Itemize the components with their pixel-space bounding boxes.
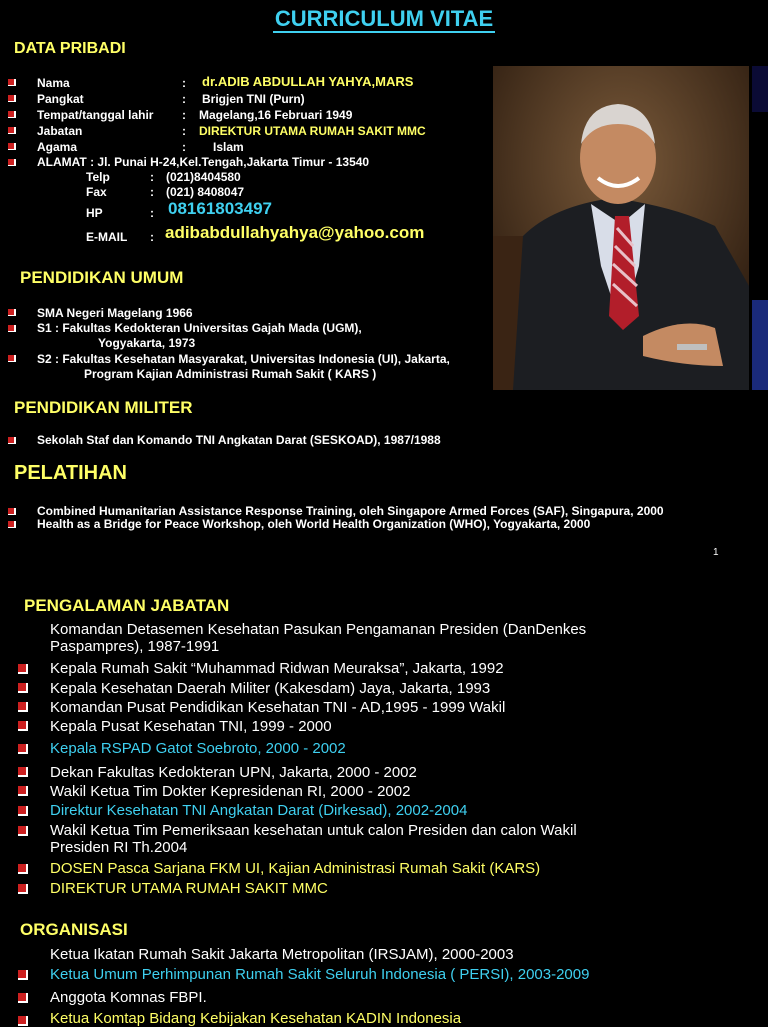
separator: : [182, 108, 186, 122]
position-item: DOSEN Pasca Sarjana FKM UI, Kajian Administrasi Rumah Sakit (KARS) [50, 860, 541, 877]
bullet-icon [8, 521, 16, 528]
bullet-icon [18, 683, 28, 693]
position-item: Kepala Pusat Kesehatan TNI, 1999 - 2000 [50, 718, 332, 735]
position-intro-line1: Komandan Detasemen Kesehatan Pasukan Pengamanan Presiden (DanDenkes [50, 621, 587, 638]
separator: : [182, 140, 186, 154]
position-intro-line2: Paspampres), 1987-1991 [50, 638, 220, 655]
section-organisasi: ORGANISASI [20, 920, 128, 939]
separator: : [182, 124, 186, 138]
decor-band [752, 300, 768, 390]
position-item: Direktur Kesehatan TNI Angkatan Darat (Dirkesad), 2002-2004 [50, 802, 468, 819]
value-telp: (021)8404580 [166, 170, 241, 184]
section-pendidikan-militer: PENDIDIKAN MILITER [14, 398, 193, 417]
value-agama: Islam [213, 140, 244, 154]
training-item: Health as a Bridge for Peace Workshop, oleh World Health Organization (WHO), Yogyakarta, 2000 [37, 517, 591, 531]
bullet-icon [18, 767, 28, 777]
bullet-icon [8, 143, 16, 150]
separator: : [150, 170, 154, 184]
label-fax: Fax [86, 185, 107, 199]
separator: : [150, 230, 154, 244]
education-item-line2: Yogyakarta, 1973 [98, 336, 196, 350]
separator: : [182, 92, 186, 106]
bullet-icon [18, 744, 28, 754]
value-email: adibabdullahyahya@yahoo.com [165, 223, 425, 242]
profile-photo [493, 66, 749, 390]
position-item: Wakil Ketua Tim Pemeriksaan kesehatan untuk calon Presiden dan calon Wakil [50, 822, 577, 839]
label-agama: Agama [37, 140, 78, 154]
page-number: 1 [713, 547, 719, 558]
education-item: S2 : Fakultas Kesehatan Masyarakat, Universitas Indonesia (UI), Jakarta, [37, 352, 450, 366]
page-title: CURRICULUM VITAE [274, 6, 494, 31]
label-telp: Telp [86, 170, 110, 184]
bullet-icon [8, 325, 16, 332]
bullet-icon [8, 79, 16, 86]
education-item: SMA Negeri Magelang 1966 [37, 306, 193, 320]
label-email: E-MAIL [86, 230, 128, 244]
value-ttl: Magelang,16 Februari 1949 [199, 108, 353, 122]
bullet-icon [8, 127, 16, 134]
bullet-icon [18, 884, 28, 894]
value-nama: dr.ADIB ABDULLAH YAHYA,MARS [202, 74, 414, 89]
bullet-icon [8, 95, 16, 102]
bullet-icon [18, 864, 28, 874]
section-pelatihan: PELATIHAN [14, 462, 127, 484]
org-item: Ketua Komtap Bidang Kebijakan Kesehatan KADIN Indonesia [50, 1010, 462, 1027]
bullet-icon [8, 437, 16, 444]
bullet-icon [18, 702, 28, 712]
position-item: Kepala Kesehatan Daerah Militer (Kakesdam) Jaya, Jakarta, 1993 [50, 680, 491, 697]
bullet-icon [8, 309, 16, 316]
bullet-icon [18, 826, 28, 836]
bullet-icon [18, 970, 28, 980]
label-nama: Nama [37, 76, 70, 90]
value-fax: (021) 8408047 [166, 185, 245, 199]
position-item: Kepala RSPAD Gatot Soebroto, 2000 - 2002 [50, 740, 346, 757]
portrait-illustration [493, 66, 749, 390]
section-pengalaman-jabatan: PENGALAMAN JABATAN [24, 596, 230, 615]
section-data-pribadi: DATA PRIBADI [14, 40, 126, 57]
position-item-line2: Presiden RI Th.2004 [50, 839, 188, 856]
position-item: Dekan Fakultas Kedokteran UPN, Jakarta, 2000 - 2002 [50, 764, 417, 781]
bullet-icon [18, 786, 28, 796]
position-item: Kepala Rumah Sakit “Muhammad Ridwan Meuraksa”, Jakarta, 1992 [50, 660, 504, 677]
bullet-icon [18, 664, 28, 674]
military-item: Sekolah Staf dan Komando TNI Angkatan Darat (SESKOAD), 1987/1988 [37, 433, 441, 447]
bullet-icon [8, 508, 16, 515]
bullet-icon [18, 721, 28, 731]
education-item: S1 : Fakultas Kedokteran Universitas Gajah Mada (UGM), [37, 321, 362, 335]
label-hp: HP [86, 206, 103, 220]
training-item: Combined Humanitarian Assistance Response Training, oleh Singapore Armed Forces (SAF), Singapura, 2000 [37, 504, 664, 518]
bullet-icon [8, 355, 16, 362]
value-jabatan: DIREKTUR UTAMA RUMAH SAKIT MMC [199, 124, 426, 138]
separator: : [150, 206, 154, 220]
decor-band [752, 66, 768, 112]
position-item: Wakil Ketua Tim Dokter Kepresidenan RI, 2000 - 2002 [50, 783, 411, 800]
bullet-icon [18, 1016, 28, 1026]
separator: : [182, 76, 186, 90]
org-item: Anggota Komnas FBPI. [50, 989, 207, 1006]
value-hp: 08161803497 [168, 199, 273, 218]
bullet-icon [8, 159, 16, 166]
label-jabatan: Jabatan [37, 124, 83, 138]
position-item: DIREKTUR UTAMA RUMAH SAKIT MMC [50, 880, 328, 897]
alamat: ALAMAT : Jl. Punai H-24,Kel.Tengah,Jakarta Timur - 13540 [37, 155, 370, 169]
bullet-icon [18, 993, 28, 1003]
label-ttl: Tempat/tanggal lahir [37, 108, 154, 122]
bullet-icon [18, 806, 28, 816]
education-item-line2: Program Kajian Administrasi Rumah Sakit ( KARS ) [84, 367, 377, 381]
bullet-icon [8, 111, 16, 118]
org-item: Ketua Umum Perhimpunan Rumah Sakit Seluruh Indonesia ( PERSI), 2003-2009 [50, 966, 590, 983]
section-pendidikan-umum: PENDIDIKAN UMUM [20, 268, 184, 287]
position-item: Komandan Pusat Pendidikan Kesehatan TNI - AD,1995 - 1999 Wakil [50, 699, 506, 716]
separator: : [150, 185, 154, 199]
value-pangkat: Brigjen TNI (Purn) [202, 92, 305, 106]
org-intro: Ketua Ikatan Rumah Sakit Jakarta Metropolitan (IRSJAM), 2000-2003 [50, 946, 514, 963]
label-pangkat: Pangkat [37, 92, 84, 106]
